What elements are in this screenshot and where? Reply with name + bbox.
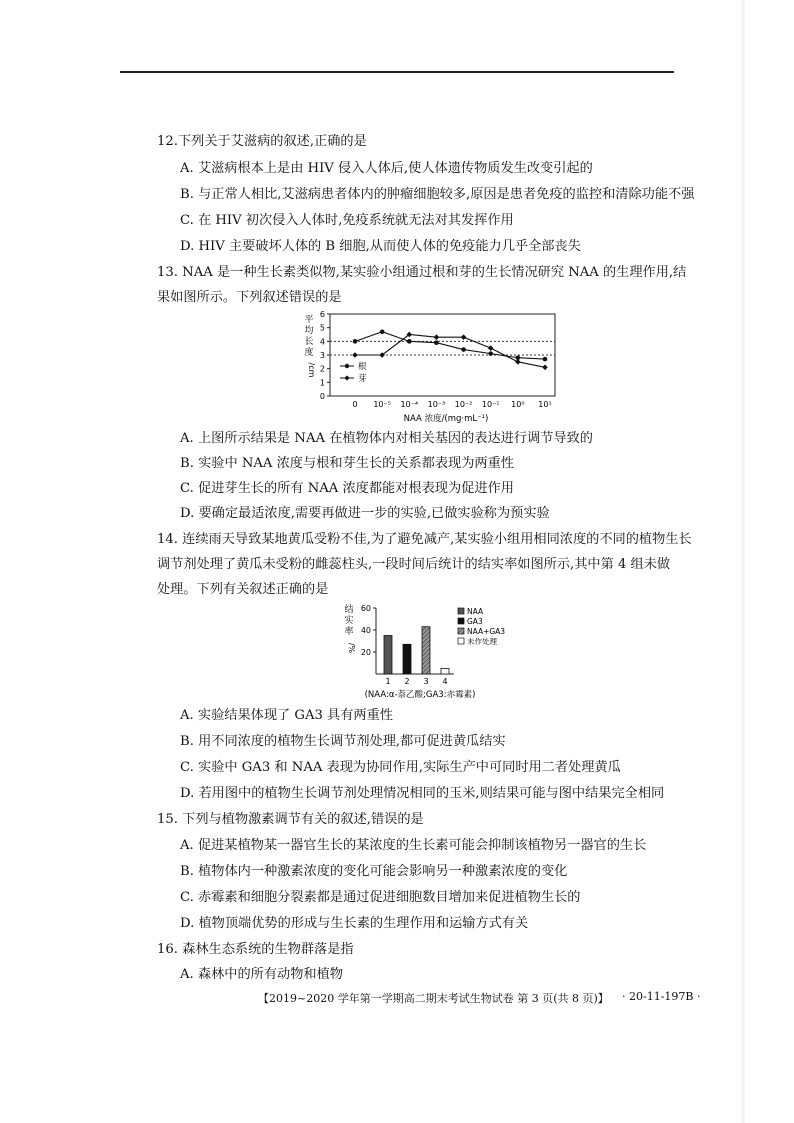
q13-option-a: A. 上图所示结果是 NAA 在植物体内对相关基因的表达进行调节导致的 (180, 431, 593, 446)
q15-option-c: C. 赤霉素和细胞分裂素都是通过促进细胞数目增加来促进植物生长的 (180, 890, 581, 905)
chart2-ylabel (344, 603, 356, 654)
chart1-legend-marker (345, 364, 349, 368)
chart1-legend-label: 根 (358, 362, 367, 372)
chart1-xtick-label: 10¹ (538, 400, 552, 409)
chart1-legend-label: 芽 (358, 374, 367, 384)
paper-code: · 20-11-197B · (622, 990, 701, 1003)
page-edge-shadow (740, 0, 746, 1123)
chart2-bar-2 (403, 644, 411, 674)
fruit-set-bar-chart (336, 602, 536, 704)
chart1-xtick-label: 10⁻⁴ (400, 400, 419, 409)
chart1-point-bud (542, 365, 548, 371)
chart2-note: (NAA:α-萘乙酸;GA3:赤霉素) (364, 690, 476, 700)
chart1-point-bud (488, 345, 494, 351)
chart1-point-bud (352, 352, 358, 358)
q15-option-d: D. 植物顶端优势的形成与生长素的生理作用和运输方式有关 (180, 916, 529, 931)
chart2-legend-swatch (458, 638, 464, 644)
chart2-ylabel-c1: 结 (344, 605, 354, 615)
chart1-ylabel-c4: 度 (304, 348, 314, 358)
chart2-legend-swatch (458, 608, 464, 614)
page-footer: 【2019~2020 学年第一学期高二期末考试生物试卷 第 3 页(共 8 页)】 (258, 992, 609, 1005)
chart2-legend-swatch (458, 618, 464, 624)
chart2-legend-swatch (458, 628, 464, 634)
q15-option-b: B. 植物体内一种激素浓度的变化可能会影响另一种激素浓度的变化 (180, 864, 568, 879)
chart1-ylabel-text: 平均长度/cm (298, 308, 304, 309)
q14-stem-line1: 14. 连续雨天导致某地黄瓜受粉不佳,为了避免减产,某实验小组用相同浓度的不同的植物生长 (157, 532, 692, 547)
chart2-bar-3 (422, 627, 430, 674)
chart2-bar-4 (441, 669, 449, 675)
q14-option-a: A. 实验结果体现了 GA3 具有两重性 (180, 708, 393, 723)
chart1-point-bud (434, 334, 440, 340)
chart1-point-root (407, 339, 412, 344)
chart1-ytick-label: 3 (319, 351, 325, 360)
chart1-ylabel (304, 314, 316, 378)
header-rule (120, 71, 674, 73)
chart1-point-root (488, 351, 493, 356)
q13-stem-line1: 13. NAA 是一种生长素类似物,某实验小组通过根和芽的生长情况研究 NAA 的生理作用,结 (157, 265, 687, 280)
chart2-bar-1 (384, 636, 392, 675)
chart1-xtick-label: 0 (352, 400, 358, 409)
chart1-point-root (543, 357, 548, 362)
q13-option-c: C. 促进芽生长的所有 NAA 浓度都能对根表现为促进作用 (180, 481, 514, 496)
chart2-xtick-label: 1 (385, 677, 391, 686)
chart1-ytick-label: 6 (319, 310, 325, 319)
chart1-xtick-label: 10⁻³ (427, 400, 446, 409)
q12-option-a: A. 艾滋病根本上是由 HIV 侵入人体后,使人体遗传物质发生改变引起的 (180, 161, 593, 176)
chart1-legend-marker (344, 375, 349, 380)
chart2-legend-label: 未作处理 (467, 637, 497, 646)
chart2-xtick-label: 3 (423, 677, 429, 686)
chart1-point-bud (461, 334, 467, 340)
chart1-ytick-label: 0 (319, 392, 325, 401)
chart2-ylabel-c3: 率 (344, 627, 354, 637)
q16-stem: 16. 森林生态系统的生物群落是指 (157, 942, 354, 957)
chart2-xtick-label: 2 (404, 677, 410, 686)
chart1-ytick-label: 5 (319, 323, 325, 333)
chart2-ylabel-unit: /% (347, 642, 356, 654)
q14-stem-line2: 调节剂处理了黄瓜未受粉的雌蕊柱头,一段时间后统计的结实率如图所示,其中第 4 组未做 (157, 557, 671, 572)
chart2-legend-label: GA3 (467, 617, 483, 626)
q12-stem: 12.下列关于艾滋病的叙述,正确的是 (157, 134, 367, 149)
chart1-point-root (380, 329, 385, 334)
chart2-ylabel-text: 结实率/% (336, 602, 341, 603)
q14-option-b: B. 用不同浓度的植物生长调节剂处理,都可促进黄瓜结实 (180, 734, 506, 749)
chart1-xtick-label: 10⁻¹ (481, 400, 500, 409)
chart1-ylabel-unit: /cm (307, 362, 316, 378)
chart1-ylabel-c2: 均 (304, 326, 314, 336)
chart1-ylabel-c3: 长 (304, 337, 314, 347)
chart2-ylabel-c2: 实 (344, 616, 354, 626)
q13-option-d: D. 要确定最适浓度,需要再做进一步的实验,已做实验称为预实验 (180, 506, 550, 521)
q12-option-d: D. HIV 主要破坏人体的 B 细胞,从而使人体的免疫能力几乎全部丧失 (180, 239, 581, 254)
chart2-ytick-label: 40 (360, 626, 371, 635)
chart2-legend-label: NAA (467, 607, 484, 616)
chart2-xtick-label: 4 (442, 677, 448, 686)
q15-option-a: A. 促进某植物某一器官生长的某浓度的生长素可能会抑制该植物另一器官的生长 (180, 838, 647, 853)
chart1-ytick-label: 2 (319, 364, 325, 374)
q15-stem: 15. 下列与植物激素调节有关的叙述,错误的是 (157, 812, 424, 827)
chart2-ytick-label: 20 (360, 648, 371, 657)
chart1-ytick-label: 1 (319, 378, 325, 388)
q13-option-b: B. 实验中 NAA 浓度与根和芽生长的关系都表现为两重性 (180, 456, 514, 471)
q13-stem-line2: 果如图所示。下列叙述错误的是 (157, 290, 342, 305)
chart2-ytick-label: 60 (360, 604, 371, 613)
chart1-xtick-label: 10⁻⁵ (373, 400, 391, 409)
chart1-point-root (434, 340, 439, 345)
chart1-point-root (353, 339, 358, 344)
chart1-ytick-label: 4 (319, 337, 325, 347)
q14-option-c: C. 实验中 GA3 和 NAA 表现为协同作用,实际生产中可同时用二者处理黄瓜 (180, 760, 621, 775)
q14-option-d: D. 若用图中的植物生长调节剂处理情况相同的玉米,则结果可能与图中结果完全相同 (180, 786, 665, 801)
chart1-xlabel: NAA 浓度/(mg·mL⁻¹) (403, 414, 489, 424)
q14-stem-line3: 处理。下列有关叙述正确的是 (157, 582, 329, 597)
chart1-xtick-label: 10⁰ (511, 400, 525, 409)
chart2-legend-label: NAA+GA3 (467, 627, 506, 636)
chart1-point-bud (515, 359, 521, 365)
chart1-xtick-label: 10⁻² (454, 400, 473, 409)
chart1-point-root (461, 347, 466, 352)
q12-option-c: C. 在 HIV 初次侵入人体时,免疫系统就无法对其发挥作用 (180, 213, 514, 228)
q16-option-a: A. 森林中的所有动物和植物 (180, 967, 343, 982)
chart1-ylabel-c1: 平 (304, 315, 314, 325)
naa-line-chart (298, 308, 560, 426)
q12-option-b: B. 与正常人相比,艾滋病患者体内的肿瘤细胞较多,原因是患者免疫的监控和清除功能不强 (180, 187, 695, 202)
